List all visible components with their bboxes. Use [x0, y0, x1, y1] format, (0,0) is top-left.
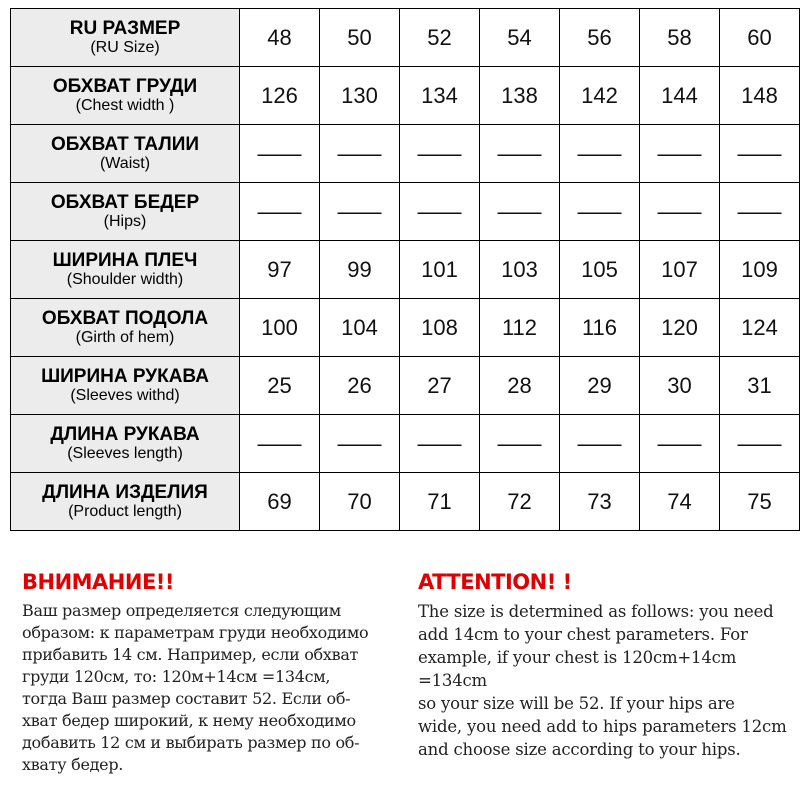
table-row — [11, 241, 800, 299]
table-cell: —— — [400, 183, 480, 241]
table-cell: —— — [640, 125, 720, 183]
table-row — [11, 183, 800, 241]
row-label-ru: ДЛИНА ИЗДЕЛИЯ — [42, 481, 208, 503]
table-cell: 109 — [720, 241, 800, 299]
row-label — [11, 67, 240, 125]
table-cell: —— — [480, 415, 560, 473]
table-cell: —— — [320, 415, 400, 473]
row-label-en: (Sleeves withd) — [70, 386, 180, 404]
table-cell: —— — [640, 415, 720, 473]
attention-text-ru: Ваш размер определяется следующим образом: к параметрам груди необходимо прибавить 14 см. Например, если обхват груди 120см, то: 120м+14см =134см, тогда Ваш размер составит 52. Если об- хват бедер широкий, к нему необходимо добавить 12 см и выбирать размер по об- хвату бедер. — [22, 601, 369, 774]
row-label — [11, 299, 240, 357]
attention-note-en — [418, 570, 800, 761]
table-cell: 25 — [240, 357, 320, 415]
table-cell: 54 — [480, 9, 560, 67]
row-label-en: (Chest width ) — [75, 96, 175, 114]
table-cell: —— — [320, 125, 400, 183]
table-cell: 97 — [240, 241, 320, 299]
size-chart-table — [10, 8, 800, 531]
table-cell: —— — [240, 125, 320, 183]
table-cell: 48 — [240, 9, 320, 67]
row-label — [11, 357, 240, 415]
table-cell: —— — [640, 183, 720, 241]
table-cell: —— — [560, 125, 640, 183]
table-cell: 101 — [400, 241, 480, 299]
table-cell: —— — [720, 125, 800, 183]
table-cell: —— — [720, 415, 800, 473]
table-cell: 71 — [400, 473, 480, 531]
table-row — [11, 125, 800, 183]
table-cell: 52 — [400, 9, 480, 67]
table-cell: 75 — [720, 473, 800, 531]
table-cell: 105 — [560, 241, 640, 299]
table-cell: 73 — [560, 473, 640, 531]
table-cell: 69 — [240, 473, 320, 531]
table-cell: 112 — [480, 299, 560, 357]
row-label-en: (Shoulder width) — [66, 270, 184, 288]
row-label-en: (Waist) — [99, 154, 151, 172]
table-cell: 58 — [640, 9, 720, 67]
table-cell: 126 — [240, 67, 320, 125]
table-cell: 103 — [480, 241, 560, 299]
row-label — [11, 241, 240, 299]
table-cell: 50 — [320, 9, 400, 67]
table-cell: —— — [240, 183, 320, 241]
row-label-en: (Hips) — [103, 212, 147, 230]
table-cell: —— — [240, 415, 320, 473]
row-label-ru: RU РАЗМЕР — [69, 17, 181, 39]
table-cell: 99 — [320, 241, 400, 299]
row-label-ru: ОБХВАТ ГРУДИ — [52, 75, 198, 97]
table-cell: 107 — [640, 241, 720, 299]
table-cell: —— — [560, 415, 640, 473]
table-cell: 28 — [480, 357, 560, 415]
table-row — [11, 357, 800, 415]
row-label-en: (Sleeves length) — [67, 444, 183, 462]
table-cell: 72 — [480, 473, 560, 531]
table-cell: —— — [320, 183, 400, 241]
row-label — [11, 9, 240, 67]
row-label — [11, 183, 240, 241]
table-cell: 74 — [640, 473, 720, 531]
attention-note-ru — [22, 570, 412, 776]
table-cell: 26 — [320, 357, 400, 415]
table-cell: —— — [400, 415, 480, 473]
row-label-en: (RU Size) — [90, 38, 160, 56]
table-cell: —— — [560, 183, 640, 241]
row-label-ru: ОБХВАТ ПОДОЛА — [41, 307, 209, 329]
table-cell: 148 — [720, 67, 800, 125]
table-row — [11, 415, 800, 473]
table-row — [11, 9, 800, 67]
table-cell: 130 — [320, 67, 400, 125]
size-chart-body — [11, 9, 800, 531]
row-label-en: (Product length) — [68, 502, 182, 520]
table-cell: 108 — [400, 299, 480, 357]
table-cell: 142 — [560, 67, 640, 125]
table-cell: 30 — [640, 357, 720, 415]
row-label-ru: ШИРИНА РУКАВА — [41, 365, 209, 387]
row-label — [11, 415, 240, 473]
table-cell: 144 — [640, 67, 720, 125]
table-cell: 104 — [320, 299, 400, 357]
row-label — [11, 473, 240, 531]
table-cell: 134 — [400, 67, 480, 125]
attention-text-en: The size is determined as follows: you need add 14cm to your chest parameters. For example, if your chest is 120cm+14cm =134cm so your size will be 52. If your hips are wide, you need add to hips parameters 12cm and choose size according to your hips. — [418, 602, 787, 759]
table-row — [11, 473, 800, 531]
attention-title-ru: ВНИМАНИЕ!! — [22, 570, 174, 594]
table-cell: 100 — [240, 299, 320, 357]
row-label-ru: ОБХВАТ БЕДЕР — [50, 191, 200, 213]
table-cell: 124 — [720, 299, 800, 357]
row-label — [11, 125, 240, 183]
table-cell: 27 — [400, 357, 480, 415]
table-cell: 31 — [720, 357, 800, 415]
table-row — [11, 67, 800, 125]
table-row — [11, 299, 800, 357]
table-cell: —— — [480, 125, 560, 183]
row-label-ru: ДЛИНА РУКАВА — [50, 423, 200, 445]
row-label-ru: ОБХВАТ ТАЛИИ — [50, 133, 200, 155]
row-label-en: (Girth of hem) — [75, 328, 175, 346]
table-cell: —— — [400, 125, 480, 183]
table-cell: 116 — [560, 299, 640, 357]
row-label-ru: ШИРИНА ПЛЕЧ — [52, 249, 198, 271]
table-cell: 138 — [480, 67, 560, 125]
table-cell: 120 — [640, 299, 720, 357]
table-cell: 60 — [720, 9, 800, 67]
table-cell: 29 — [560, 357, 640, 415]
table-cell: —— — [720, 183, 800, 241]
attention-title-en: ATTENTION! ! — [418, 570, 572, 594]
table-cell: 56 — [560, 9, 640, 67]
table-cell: 70 — [320, 473, 400, 531]
table-cell: —— — [480, 183, 560, 241]
